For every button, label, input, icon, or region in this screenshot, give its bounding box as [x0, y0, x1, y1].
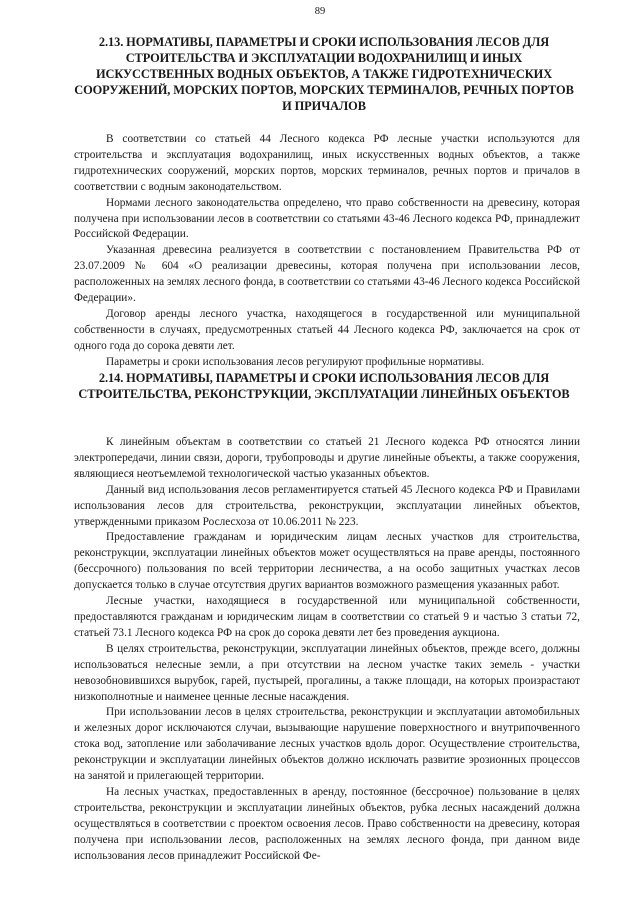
paragraph: При использовании лесов в целях строительства, реконструкции и эксплуатации автомобильных и железных дорог исключаются случаи, вызывающие нарушение поверхностного и внутрипочвенного стока вод, затопление или заболачивание лесных участков вдоль дорог. Осуществление строительства, реконструкции и эксплуатации линейных объектов должно исключать развитие эрозионных процессов на занятой и прилегающей территории.	[74, 706, 580, 783]
page-number: 89	[314, 6, 326, 17]
paragraph: Договор аренды лесного участка, находящегося в государственной или муниципальной собственности в случаях, предусмотренных статьей 44 Лесного кодекса РФ, заключается на срок от одного года до сорока девяти лет.	[74, 307, 580, 352]
section-body-2-13	[74, 132, 580, 371]
paragraph: В целях строительства, реконструкции, эксплуатации линейных объектов, прежде всего, должны использоваться нелесные земли, а при отсутствии на лесном участке таких земель - участки невозобновившихся вырубок, гарей, пустырей, прогалины, а также площади, на которых произрастают низкополнотные и наименее ценные лесные насаждения.	[74, 642, 580, 703]
section-heading-2-14: 2.14. НОРМАТИВЫ, ПАРАМЕТРЫ И СРОКИ ИСПОЛЬЗОВАНИЯ ЛЕСОВ ДЛЯ СТРОИТЕЛЬСТВА, РЕКОНСТРУКЦИИ, ЭКСПЛУАТАЦИИ ЛИНЕЙНЫХ ОБЪЕКТОВ	[78, 371, 570, 401]
paragraph: К линейным объектам в соответствии со статьей 21 Лесного кодекса РФ относятся линии электропередачи, линии связи, дороги, трубопроводы и другие линейные объекты, а также сооружения, являющиеся неотъемлемой технологической частью указанных объектов.	[74, 436, 580, 480]
paragraph: В соответствии со статьей 44 Лесного кодекса РФ лесные участки используются для строительства и эксплуатация водохранилищ, иных искусственных водных объектов, а также гидротехнических сооружений, морских портов, морских терминалов, речных портов и причалов в соответствии с водным законодательством.	[74, 133, 580, 193]
section-heading-2-13: 2.13. НОРМАТИВЫ, ПАРАМЕТРЫ И СРОКИ ИСПОЛЬЗОВАНИЯ ЛЕСОВ ДЛЯ СТРОИТЕЛЬСТВА И ЭКСПЛУАТАЦИИ ВОДОХРАНИЛИЩ И ИНЫХ ИСКУССТВЕННЫХ ВОДНЫХ ОБЪЕКТОВ, А ТАКЖЕ ГИДРОТЕХНИЧЕСКИХ СООРУЖЕНИЙ, МОРСКИХ ПОРТОВ, МОРСКИХ ТЕРМИНАЛОВ, РЕЧНЫХ ПОРТОВ И ПРИЧАЛОВ	[74, 35, 574, 113]
paragraph: Указанная древесина реализуется в соответствии с постановлением Правительства РФ от 23.07.2009 № 604 «О реализации древесины, которая получена при использовании лесов, расположенных на землях лесного фонда, в соответствии со статьями 43-46 Лесного кодекса Российской Федерации».	[74, 244, 580, 305]
paragraph: Предоставление гражданам и юридическим лицам лесных участков для строительства, реконструкции, эксплуатации линейных объектов может осуществляться на праве аренды, постоянного (бессрочного) пользования по всей территории лесничества, а на особо защитных участках лесов допускается только в случае отсутствия других вариантов возможного размещения указанных работ.	[74, 531, 580, 592]
paragraph: Параметры и сроки использования лесов регулируют профильные нормативы.	[106, 355, 485, 368]
paragraph: Лесные участки, находящиеся в государственной или муниципальной собственности, предоставляются гражданам и юридическим лицам в соответствии со статьей 9 и частью 3 статьи 72, статьей 73.1 Лесного кодекса РФ на срок до сорока девяти лет без проведения аукциона.	[74, 595, 580, 639]
paragraph: Данный вид использования лесов регламентируется статьей 45 Лесного кодекса РФ и Правилами использования лесов для строительства, реконструкции, эксплуатации линейных объектов, утвержденными приказом Рослесхоза от 10.06.2011 № 223.	[74, 483, 580, 528]
paragraph: Нормами лесного законодательства определено, что право собственности на древесину, которая получена при использовании лесов в соответствии со статьями 43-46 Лесного кодекса РФ, принадлежит Российской Федерации.	[74, 196, 580, 241]
paragraph: На лесных участках, предоставленных в аренду, постоянное (бессрочное) пользование в целях строительства, реконструкции и эксплуатации линейных объектов, рубка лесных насаждений должна осуществляться в соответствии с проектом освоения лесов. Право собственности на древесину, которая получена при использовании лесов, расположенных на землях лесного фонда, при данном виде использования лесов принадлежит Российской Фе-	[74, 785, 580, 862]
section-body-2-14	[74, 435, 580, 864]
